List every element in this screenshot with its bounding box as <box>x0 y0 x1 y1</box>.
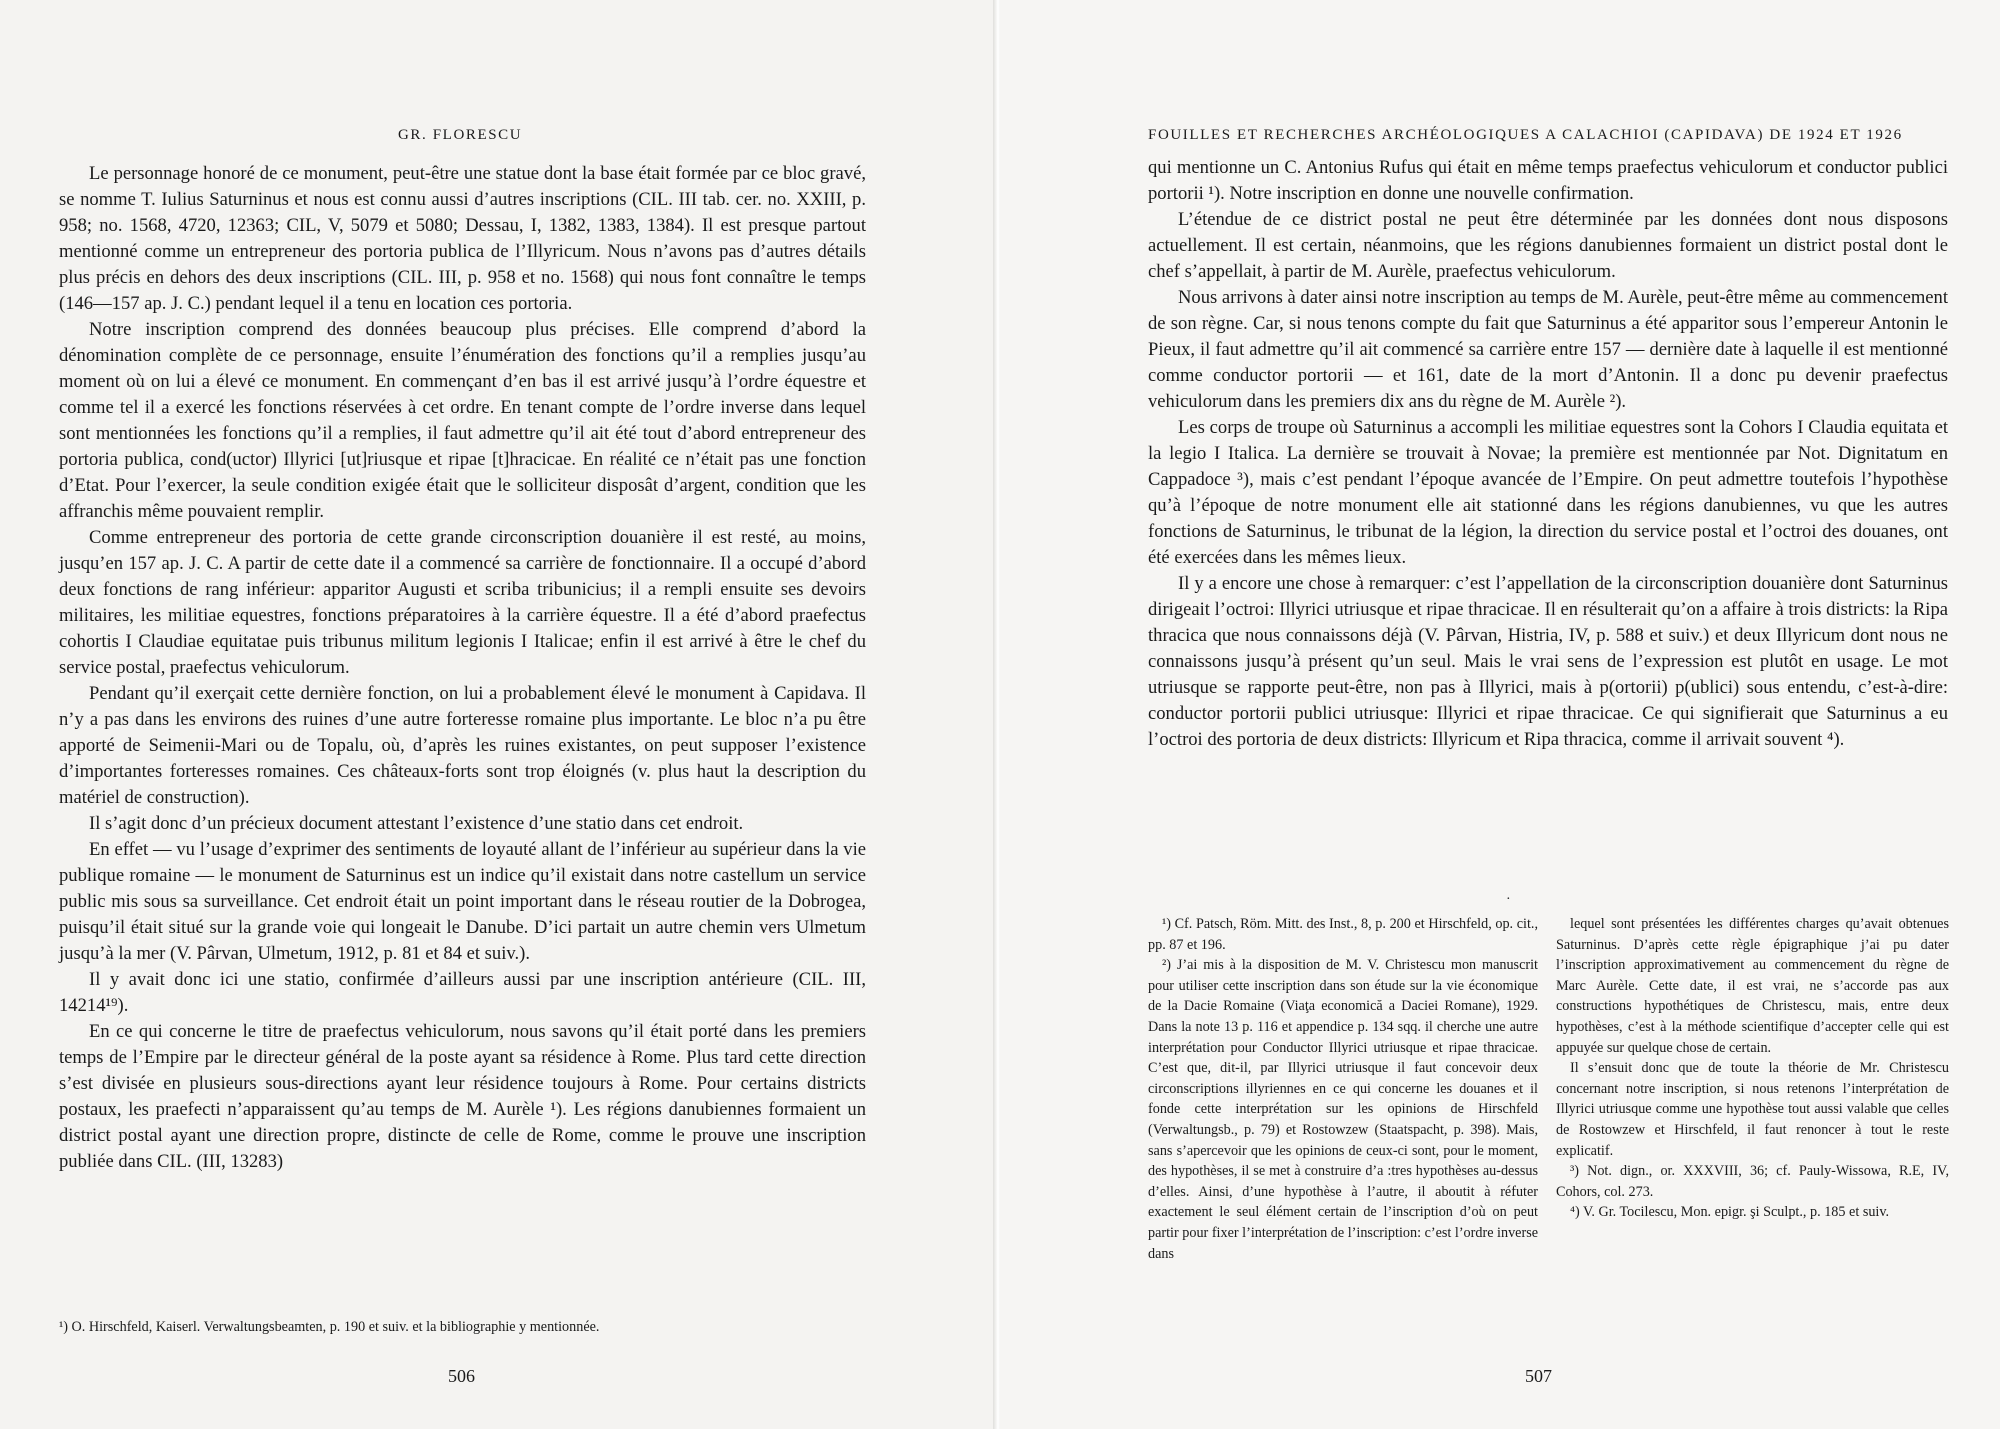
paragraph: En effet — vu l’usage d’exprimer des sentiments de loyauté allant de l’inférieur au supérieur dans la vie publique romaine — le monument de Saturninus est un indice qu’il existait dans notre castellum un service public mis sous sa surveillance. Cet endroit était un point important dans le réseau routier de la Dobrogea, puisqu’il était situé sur la grande voie qui longeait le Danube. D’ici partait un autre chemin vers Ulmetum jusqu’à la mer (V. Pârvan, Ulmetum, 1912, p. 81 et 84 et suiv.). <box>59 839 866 964</box>
footnote: ²) J’ai mis à la disposition de M. V. Christescu mon manuscrit pour utiliser cette inscription dans son étude sur la vie économique de la Dacie Romaine (Viaţa economică a Daciei Romane), 1929. Dans la note 13 p. 116 et appendice p. 134 sqq. il cherche une autre interprétation pour Conductor Illyrici utriusque et ripae thracicae. C’est que, dit-il, par Illyrici utriusque il faut concevoir deux circonscriptions illyriennes en ce qui concerne les douanes et il fonde cette interprétation sur les opinions de Hirschfeld (Verwaltungsb., p. 79) et Rostowzew (Staatspacht, p. 398). Mais, sans s’apercevoir que les opinions de ceux-ci sont, pour le moment, des hypothèses, il se met à construire d’a :tres hypothèses au-dessus d’elles. Ainsi, d’une hypothèse à l’autre, il aboutit à réfuter exactement le seul élément certain de l’inscription d’où on peut partir pour fixer l’interprétation de l’inscription: c’est l’ordre inverse dans <box>1148 957 1539 1262</box>
footnote: ¹) Cf. Patsch, Röm. Mitt. des Inst., 8, p. 200 et Hirschfeld, op. cit., pp. 87 et 196. <box>1148 916 1538 953</box>
paragraph: Il y a encore une chose à remarquer: c’est l’appellation de la circonscription douanière dont Saturninus dirigeait l’octroi: Illyrici utriusque et ripae thracicae. Il en résulterait qu’on a affaire à trois districts: la Ripa thracica que nous connaissons déjà (V. Pârvan, Histria, IV, p. 588 et suiv.) et deux Illyricum dont nous ne connaissons jusqu’à présent qu’un seul. Mais le vrai sens de l’expression est plutôt en usage. Le mot utriusque se rapporte peut-être, non pas à Illyrici, mais à p(ortorii) p(ublici) sous entendu, c’est-à-dire: conductor portorii publici utriusque: Illyrici et ripae thracicae. Ce qui signifierait que Saturninus a eu l’octroi des portoria de deux districts: Illyricum et Ripa thracica, comme il arrivait souvent ⁴). <box>1148 573 1948 750</box>
footnote: ³) Not. dign., or. XXXVIII, 36; cf. Pauly-Wissowa, R.E, IV, Cohors, col. 273. <box>1556 1163 1949 1200</box>
paragraph: Il y avait donc ici une statio, confirmée d’ailleurs aussi par une inscription antérieure (CIL. III, 14214¹⁹). <box>59 969 866 1016</box>
right-page <box>1000 0 2000 1429</box>
footnote: ⁴) V. Gr. Tocilescu, Mon. epigr. şi Sculpt., p. 185 et suiv. <box>1570 1204 1890 1221</box>
paragraph: Nous arrivons à dater ainsi notre inscription au temps de M. Aurèle, peut-être même au commencement de son règne. Car, si nous tenons compte du fait que Saturninus a été apparitor sous l’empereur Antonin le Pieux, il faut admettre qu’il ait commencé sa carrière entre 157 — dernière date à laquelle il est mentionné comme conductor portorii — et 161, date de la mort d’Antonin. Il a donc pu devenir praefectus vehiculorum dans les premiers dix ans du règne de M. Aurèle ²). <box>1148 287 1948 412</box>
paragraph: Il s’agit donc d’un précieux document attestant l’existence d’une statio dans cet endroit. <box>89 813 744 834</box>
footnotes-column-2 <box>1556 914 1949 1223</box>
body-text <box>1148 155 1948 753</box>
paragraph: Les corps de troupe où Saturninus a accompli les militiae equestres sont la Cohors I Claudia equitata et la legio I Italica. La dernière se trouvait à Novae; la première est mentionnée par Not. Dignitatum en Cappadoce ³), mais c’est pendant l’époque avancée de l’Empire. On peut admettre toutefois l’hypothèse qu’à l’époque de notre monument elle ait stationné dans les régions danubiennes, vu que les autres fonctions de Saturninus, le tribunat de la légion, la direction du service postal et l’octroi des douanes, ont été exercées dans les mêmes lieux. <box>1148 417 1948 568</box>
running-head: FOUILLES ET RECHERCHES ARCHÉOLOGIQUES A CALACHIOI (CAPIDAVA) DE 1924 ET 1926 <box>1148 127 1903 143</box>
paragraph: Notre inscription comprend des données beaucoup plus précises. Elle comprend d’abord la dénomination complète de ce personnage, ensuite l’énumération des fonctions qu’il a remplies jusqu’au moment où on lui a élevé ce monument. En commençant d’en bas il est arrivé jusqu’à l’ordre équestre et comme tel il a exercé les fonctions réservées à cet ordre. En tenant compte de l’ordre inverse dans lequel sont mentionnées les fonctions qu’il a remplies, il faut admettre qu’il ait été tout d’abord entrepreneur des portoria publica, cond(uctor) Illyrici [ut]riusque et ripae [t]hracicae. En réalité ce n’était pas une fonction d’Etat. Pour l’exercer, la seule condition exigée était que le solliciteur disposât d’argent, condition que les affranchis même pouvaient remplir. <box>59 319 866 522</box>
left-page <box>0 0 995 1429</box>
footnote: Il s’ensuit donc que de toute la théorie de Mr. Christescu concernant notre inscription, si nous retenons l’interprétation de Illyrici utriusque comme une hypothèse tout aussi valable que celles de Rostowzew et Hirschfeld, il faut renoncer à tout le reste explicatif. <box>1556 1060 1949 1159</box>
page-number: 506 <box>448 1366 475 1386</box>
footnotes-column-1 <box>1148 914 1538 1264</box>
paragraph: En ce qui concerne le titre de praefectus vehiculorum, nous savons qu’il était porté dans les premiers temps de l’Empire par le directeur général de la poste ayant sa résidence à Rome. Plus tard cette direction s’est divisée en plusieurs sous-directions ayant leur résidence toujours à Rome. Pour certains districts postaux, les praefecti n’apparaissent qu’au temps de M. Aurèle ¹). Les régions danubiennes formaient un district postal ayant une direction propre, distincte de celle de Rome, comme le prouve une inscription publiée dans CIL. (III, 13283) <box>59 1021 866 1172</box>
footnote: ¹) O. Hirschfeld, Kaiserl. Verwaltungsbeamten, p. 190 et suiv. et la bibliographie y mentionnée. <box>59 1319 600 1335</box>
paragraph: L’étendue de ce district postal ne peut être déterminée par les données dont nous disposons actuellement. Il est certain, néanmoins, que les régions danubiennes formaient un district postal dont le chef s’appellait, à partir de M. Aurèle, praefectus vehiculorum. <box>1148 209 1948 282</box>
paragraph: Pendant qu’il exerçait cette dernière fonction, on lui a probablement élevé le monument à Capidava. Il n’y a pas dans les environs des ruines d’une autre forteresse romaine plus importante. Le bloc n’a pu être apporté de Seimenii-Mari ou de Topalu, où, d’après les ruines existantes, on peut supposer l’existence d’importantes forteresses romaines. Ces châteaux-forts sont trop éloignés (v. plus haut la description du matériel de construction). <box>59 683 866 808</box>
paragraph: Comme entrepreneur des portoria de cette grande circonscription douanière il est resté, au moins, jusqu’en 157 ap. J. C. A partir de cette date il a commencé sa carrière de fonctionnaire. Il a occupé d’abord deux fonctions de rang inférieur: apparitor Augusti et scriba tribunicius; il a rempli ensuite ses devoirs militaires, les militiae equestres, fonctions préparatoires à la carrière équestre. Il a été d’abord praefectus cohortis I Claudiae equitatae puis tribunus militum legionis I Italicae; enfin il est arrivé à être le chef du service postal, praefectus vehiculorum. <box>59 527 866 678</box>
paragraph: Le personnage honoré de ce monument, peut-être une statue dont la base était formée par ce bloc gravé, se nomme T. Iulius Saturninus et nous est connu aussi d’autres inscriptions (CIL. III tab. cer. no. XXIII, p. 958; no. 1568, 4720, 12363; CIL, V, 5079 et 5080; Dessau, I, 1382, 1383, 1384). Il est presque partout mentionné comme un entrepreneur des portoria publica de l’Illyricum. Nous n’avons pas d’autres détails plus précis en dehors des deux inscriptions (CIL. III, p. 958 et no. 1568) qui nous font connaître le temps (146—157 ap. J. C.) pendant lequel il a tenu en location ces portoria. <box>59 163 866 314</box>
page-number: 507 <box>1525 1366 1552 1386</box>
body-text <box>59 161 866 1175</box>
paragraph: qui mentionne un C. Antonius Rufus qui était en même temps praefectus vehiculorum et conductor publici portorii ¹). Notre inscription en donne une nouvelle confirmation. <box>1148 157 1948 204</box>
ornament-dot: · <box>1506 892 1511 907</box>
running-head: GR. FLORESCU <box>398 127 523 143</box>
footnote: lequel sont présentées les différentes charges qu’avait obtenues Saturninus. D’après cette règle épigraphique j’ai pu dater l’inscription approximativement au commencement du règne de Marc Aurèle. Cette date, il est vrai, ne s’accorde pas aux constructions hypothétiques de Christescu, mais, entre deux hypothèses, c’est à la méthode scientifique d’accepter celle qui est appuyée sur quelque chose de certain. <box>1556 916 1949 1056</box>
